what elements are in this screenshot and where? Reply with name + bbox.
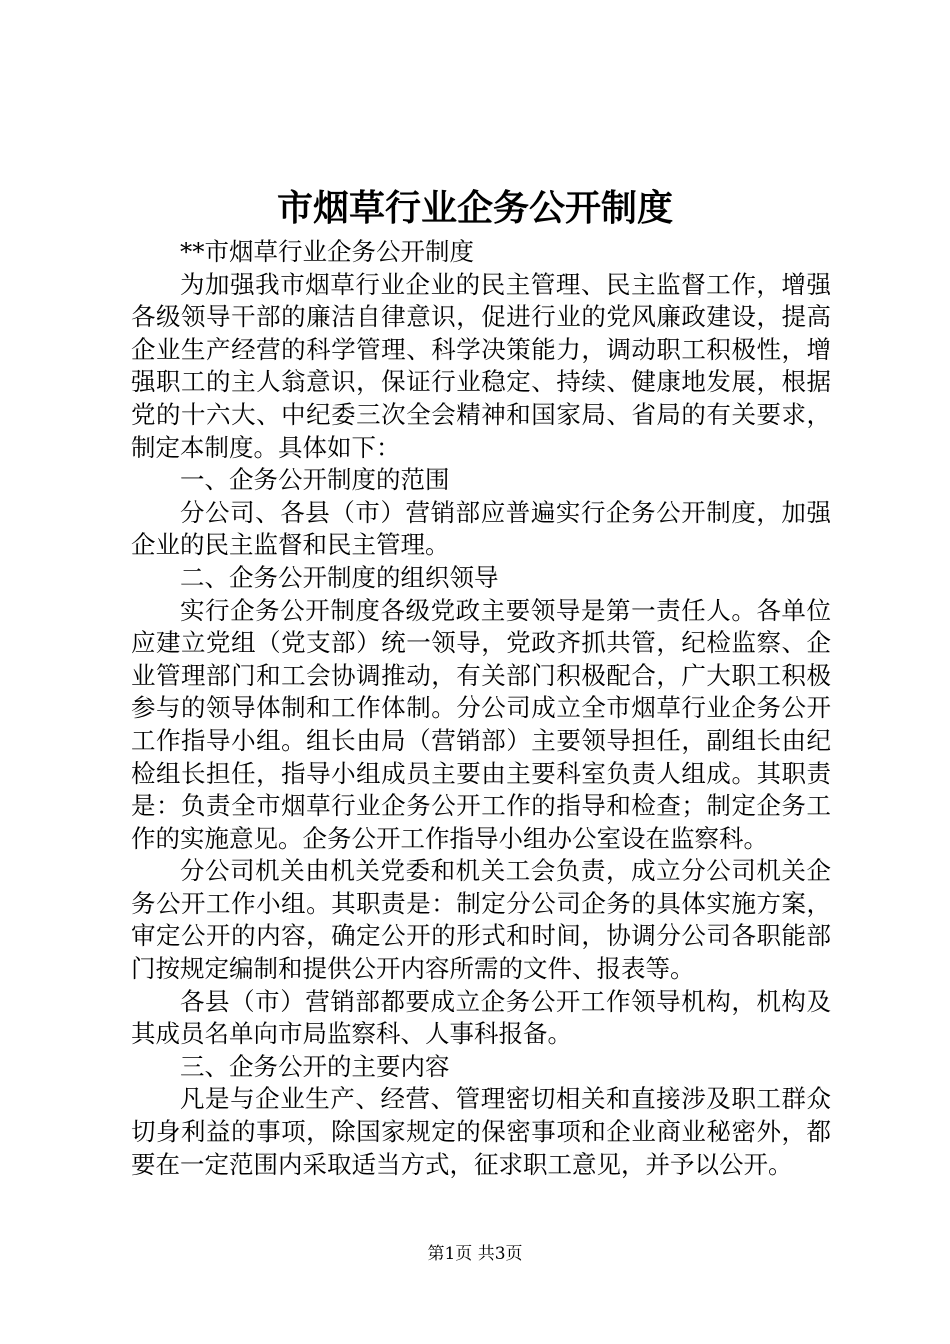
branch-office-paragraph: 分公司机关由机关党委和机关工会负责，成立分公司机关企务公开工作小组。其职责是：制定分公司企务的具体实施方案，审定公开的内容，确定公开的形式和时间，协调分公司各职能部门按规定编制和提供公开内容所需的文件、报表等。 bbox=[131, 856, 831, 984]
page-number-footer: 第1页 共3页 bbox=[427, 1244, 523, 1264]
county-paragraph: 各县（市）营销部都要成立企务公开工作领导机构，机构及其成员名单向市局监察科、人事科报备。 bbox=[131, 986, 831, 1049]
organization-paragraph: 实行企务公开制度各级党政主要领导是第一责任人。各单位应建立党组（党支部）统一领导，党政齐抓共管，纪检监察、企业管理部门和工会协调推动，有关部门积极配合，广大职工积极参与的领导体制和工作体制。分公司成立全市烟草行业企务公开工作指导小组。组长由局（营销部）主要领导担任，副组长由纪检组长担任，指导小组成员主要由主要科室负责人组成。其职责是：负责全市烟草行业企务公开工作的指导和检查；制定企务工作的实施意见。企务公开工作指导小组办公室设在监察科。 bbox=[131, 595, 831, 853]
document-title: 市烟草行业企务公开制度 bbox=[276, 187, 673, 229]
document-body bbox=[131, 236, 831, 1181]
intro-paragraph: 为加强我市烟草行业企业的民主管理、民主监督工作，增强各级领导干部的廉洁自律意识，促进行业的党风廉政建设，提高企业生产经营的科学管理、科学决策能力，调动职工积极性，增强职工的主人翁意识，保证行业稳定、持续、健康地发展，根据党的十六大、中纪委三次全会精神和国家局、省局的有关要求，制定本制度。具体如下： bbox=[131, 269, 831, 462]
content-paragraph: 凡是与企业生产、经营、管理密切相关和直接涉及职工群众切身利益的事项，除国家规定的保密事项和企业商业秘密外，都要在一定范围内采取适当方式，征求职工意见，并予以公开。 bbox=[131, 1084, 831, 1179]
scope-paragraph: 分公司、各县（市）营销部应普遍实行企务公开制度，加强企业的民主监督和民主管理。 bbox=[131, 497, 831, 560]
section-heading-content: 三、企务公开的主要内容 bbox=[180, 1051, 450, 1081]
section-heading-organization: 二、企务公开制度的组织领导 bbox=[180, 562, 499, 592]
section-heading-scope: 一、企务公开制度的范围 bbox=[180, 465, 450, 495]
subtitle-paragraph: **市烟草行业企务公开制度 bbox=[180, 237, 474, 266]
